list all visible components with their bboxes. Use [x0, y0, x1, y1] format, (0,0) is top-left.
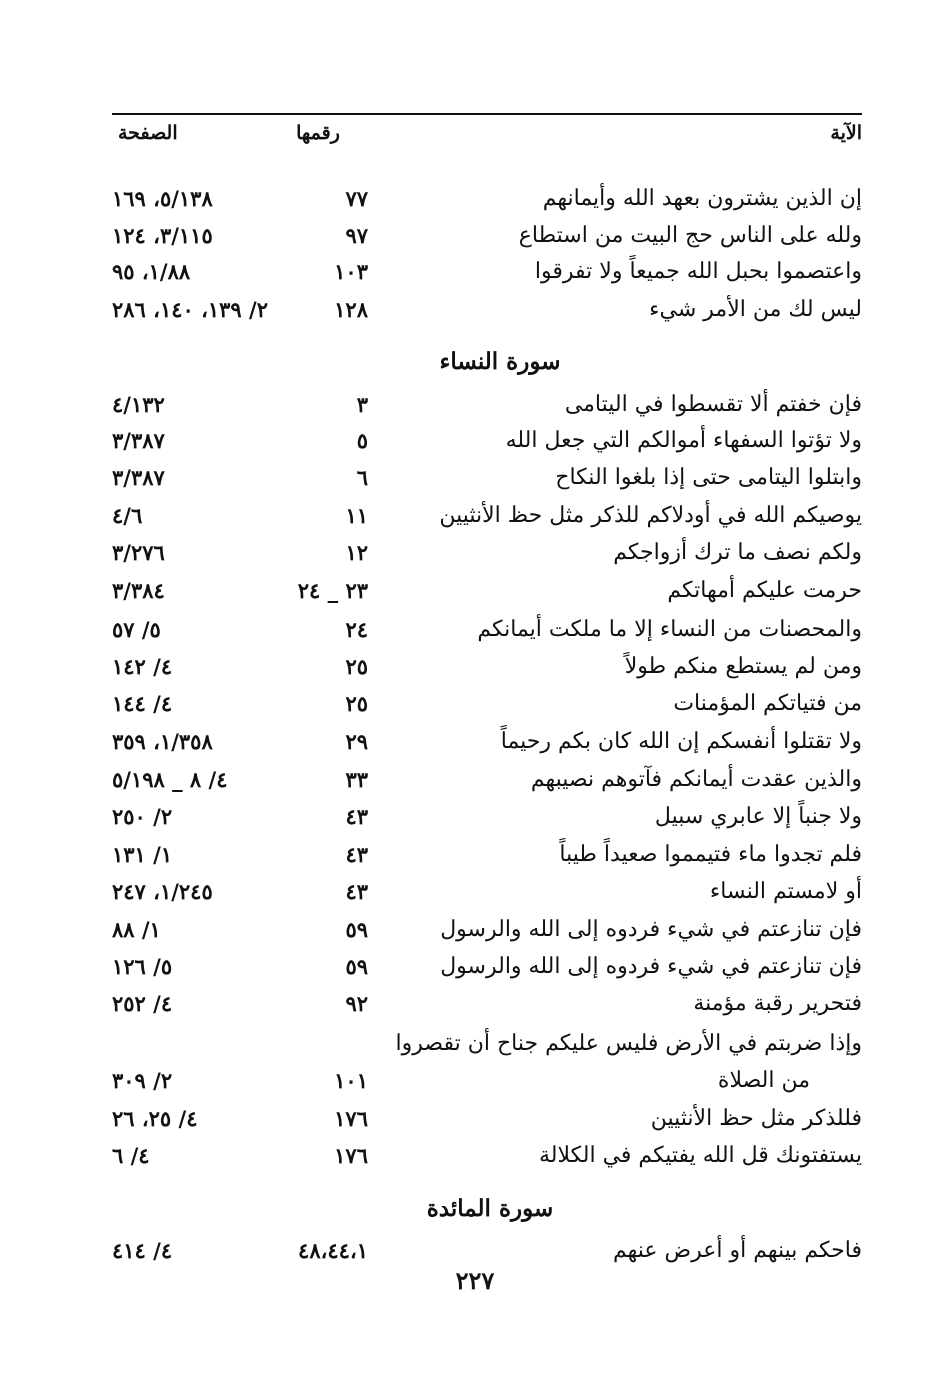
- page-ref: ٢/ ٣٠٩: [112, 1068, 173, 1093]
- table-row: [112, 986, 862, 1022]
- ayah-text: ومن لم يستطع منكم طولاً: [624, 654, 862, 679]
- ayah-text: ولا جنباً إلا عابري سبيل: [654, 804, 862, 829]
- page-ref: ٣/١١٥، ١٢٤: [112, 223, 213, 248]
- ayah-number: ٢٥: [345, 654, 368, 679]
- page-ref: ٤/ ٨ _ ٥/١٩٨: [112, 767, 228, 792]
- page-ref: ٤/ ٤١٤: [112, 1238, 173, 1263]
- table-row: [112, 912, 862, 948]
- ayah-number: ١٠١: [334, 1068, 368, 1093]
- page-ref: ٢/ ١٣٩، ١٤٠، ٢٨٦: [112, 297, 268, 322]
- ayah-number: ١٠٣: [334, 259, 368, 284]
- table-row: [112, 686, 862, 722]
- ayah-number: ١٧٦: [334, 1143, 368, 1168]
- ayah-text: من فتياتكم المؤمنات: [673, 691, 862, 716]
- ayah-number: ١٢٨: [334, 297, 368, 322]
- ayah-number: ١١: [345, 503, 368, 528]
- ayah-text: ليس لك من الأمر شيء: [649, 297, 862, 322]
- page-ref: ٣/٣٨٧: [112, 465, 165, 490]
- page-ref: ٤/١٣٢: [112, 392, 165, 417]
- table-row: [112, 460, 862, 496]
- page-ref: ١/٢٤٥، ٢٤٧: [112, 879, 213, 904]
- ayah-number: ٢٩: [345, 729, 368, 754]
- page-ref: ٤/ ١٤٤: [112, 691, 173, 716]
- ayah-text: ولله على الناس حج البيت من استطاع: [518, 223, 862, 248]
- ayah-text: يوصيكم الله في أودلاكم للذكر مثل حظ الأنثيين: [439, 503, 862, 528]
- table-row: [112, 612, 862, 648]
- ayah-text: يستفتونك قل الله يفتيكم في الكلالة: [539, 1143, 862, 1168]
- table-row: [112, 1101, 862, 1137]
- page-ref: ٤/ ٢٥٢: [112, 991, 173, 1016]
- page-ref: ٥/١٣٨، ١٦٩: [112, 186, 213, 211]
- table-row: [112, 254, 862, 290]
- ayah-text: حرمت عليكم أمهاتكم: [667, 578, 862, 603]
- table-row: [112, 837, 862, 873]
- page-ref: ٢/ ٢٥٠: [112, 804, 173, 829]
- ayah-text: ولكم نصف ما ترك أزواجكم: [613, 540, 862, 565]
- table-row: [112, 799, 862, 835]
- table-row: [112, 498, 862, 534]
- ayah-text-continuation: من الصلاة: [717, 1068, 810, 1093]
- ayah-number: ٢٣ _ ٢٤: [297, 578, 368, 603]
- table-row: [112, 181, 862, 217]
- ayah-text: فلم تجدوا ماء فتيمموا صعيداً طيباً: [559, 842, 862, 867]
- ayah-number: ٣: [356, 392, 368, 417]
- page-ref: ٤/ ١٤٢: [112, 654, 173, 679]
- ayah-number: ٥٩: [345, 917, 368, 942]
- ayah-text: والذين عقدت أيمانكم فآتوهم نصيبهم: [530, 767, 862, 792]
- ayah-text: والمحصنات من النساء إلا ما ملكت أيمانكم: [477, 617, 862, 642]
- ayah-text: واعتصموا بحبل الله جميعاً ولا تفرقوا: [534, 259, 862, 284]
- table-row: [112, 724, 862, 760]
- ayah-number: ٦: [356, 465, 368, 490]
- table-row: [112, 762, 862, 798]
- ayah-number: ٢٥: [345, 691, 368, 716]
- ayah-text: فللذكر مثل حظ الأنثيين: [650, 1106, 862, 1131]
- page-ref: ١/٨٨، ٩٥: [112, 259, 191, 284]
- page-ref: ١/ ٨٨: [112, 917, 161, 942]
- table-row: [112, 292, 862, 328]
- table-row: [112, 1026, 862, 1062]
- ayah-number: ٩٢: [345, 991, 368, 1016]
- page-ref: ٤/٦: [112, 503, 143, 528]
- ayah-number: ٤٣: [345, 842, 368, 867]
- page-ref: ١/ ١٣١: [112, 842, 173, 867]
- ayah-text: وإذا ضربتم في الأرض فليس عليكم جناح أن تقصروا: [395, 1031, 862, 1056]
- table-row: [112, 1138, 862, 1174]
- surah-heading: سورة النساء: [439, 348, 561, 375]
- page-ref: ٣/٣٨٧: [112, 428, 165, 453]
- header-number: رقمها: [296, 122, 340, 144]
- table-row: [112, 387, 862, 423]
- ayah-text: فاحكم بينهم أو أعرض عنهم: [612, 1238, 862, 1263]
- ayah-number: ٢٤: [345, 617, 368, 642]
- header-page: الصفحة: [118, 122, 178, 144]
- ayah-number: ٣٣: [345, 767, 368, 792]
- ayah-text: ولا تؤتوا السفهاء أموالكم التي جعل الله: [505, 428, 862, 453]
- ayah-text: فإن تنازعتم في شيء فردوه إلى الله والرسول: [440, 954, 862, 979]
- page-ref: ٣/٣٨٤: [112, 578, 165, 603]
- ayah-number: ٩٧: [345, 223, 368, 248]
- ayah-text: فإن خفتم ألا تقسطوا في اليتامى: [564, 392, 862, 417]
- ayah-text: أو لامستم النساء: [709, 879, 862, 904]
- ayah-number: ١٢: [345, 540, 368, 565]
- ayah-number: ١٧٦: [334, 1106, 368, 1131]
- ayah-text: وابتلوا اليتامى حتى إذا بلغوا النكاح: [555, 465, 862, 490]
- ayah-number: ٥٩: [345, 954, 368, 979]
- table-row: [112, 649, 862, 685]
- ayah-number: ٤٣: [345, 804, 368, 829]
- table-row: [112, 1233, 862, 1269]
- table-row-continuation: [112, 1063, 862, 1099]
- page-ref: ٥/ ١٢٦: [112, 954, 173, 979]
- page-ref: ٤/ ٦: [112, 1143, 150, 1168]
- ayah-text: فتحرير رقبة مؤمنة: [693, 991, 862, 1016]
- page-ref: ٥/ ٥٧: [112, 617, 161, 642]
- ayah-number: ٤٨،٤٤،١: [298, 1238, 368, 1263]
- ayah-number: ٤٣: [345, 879, 368, 904]
- table-row: [112, 423, 862, 459]
- header-rule: [112, 113, 862, 115]
- table-row: [112, 874, 862, 910]
- ayah-number: ٧٧: [345, 186, 368, 211]
- ayah-text: فإن تنازعتم في شيء فردوه إلى الله والرسول: [440, 917, 862, 942]
- page-ref: ١/٣٥٨، ٣٥٩: [112, 729, 213, 754]
- table-row: [112, 218, 862, 254]
- table-row: [112, 949, 862, 985]
- surah-heading: سورة المائدة: [426, 1195, 554, 1222]
- page-number: ٢٢٧: [455, 1266, 495, 1295]
- ayah-text: إن الذين يشترون بعهد الله وأيمانهم: [542, 186, 862, 211]
- page-ref: ٤/ ٢٥، ٢٦: [112, 1106, 198, 1131]
- table-row: [112, 535, 862, 571]
- ayah-number: ٥: [356, 428, 368, 453]
- page-ref: ٣/٢٧٦: [112, 540, 165, 565]
- ayah-text: ولا تقتلوا أنفسكم إن الله كان بكم رحيماً: [500, 729, 862, 754]
- header-ayah: الآية: [830, 122, 862, 144]
- table-row: [112, 573, 862, 609]
